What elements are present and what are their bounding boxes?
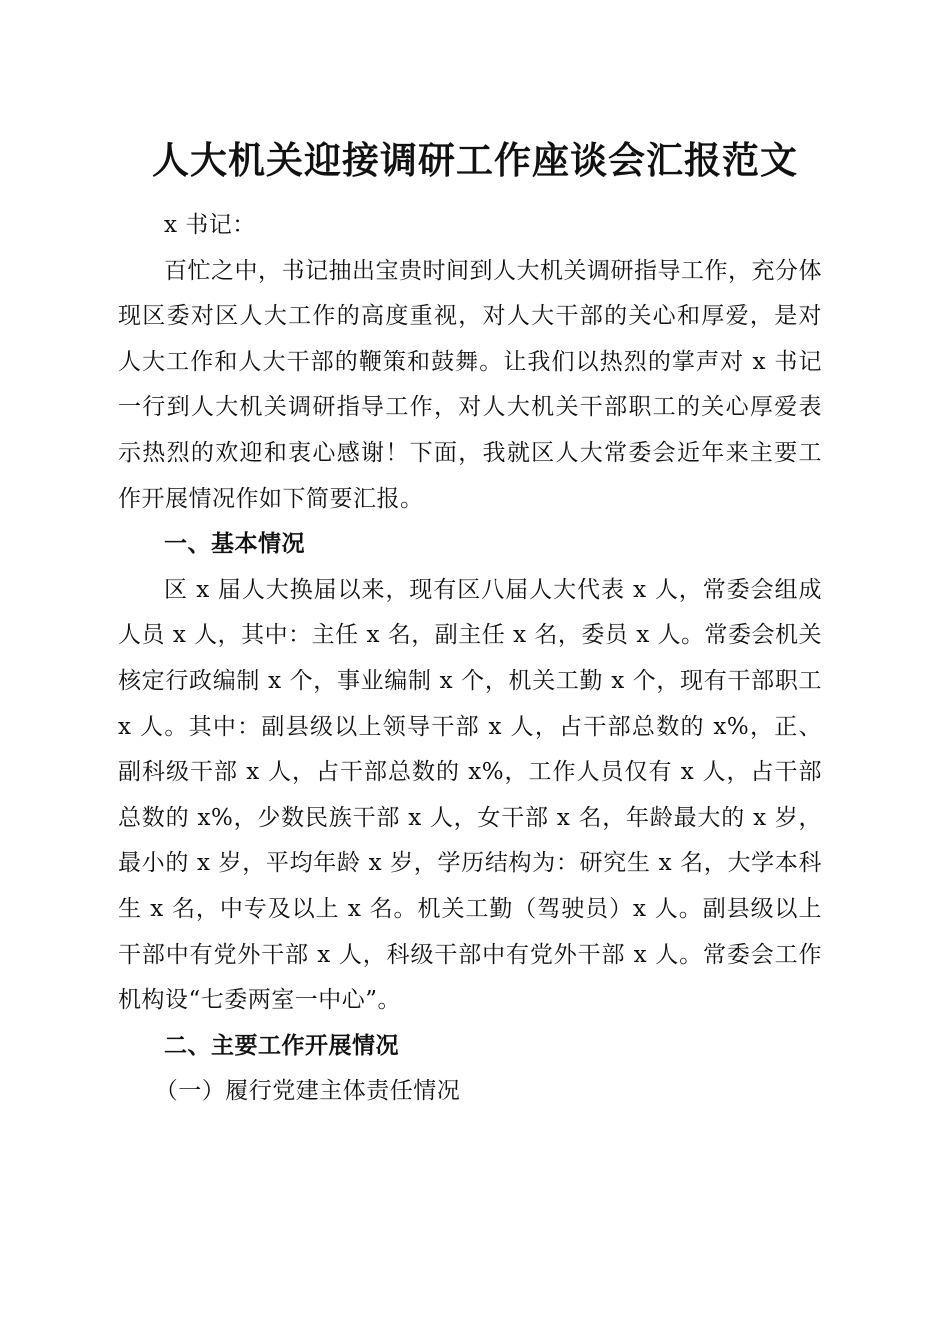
section-heading-main-work: 二、主要工作开展情况: [164, 1032, 399, 1059]
section-heading-basic: 一、基本情况: [164, 531, 305, 558]
document-title: 人大机关迎接调研工作座谈会汇报范文: [152, 138, 798, 182]
paragraph-basic-situation: 区 x 届人大换届以来，现有区八届人大代表 x 人，常委会组成人员 x 人，其中：主任 x 名，副主任 x 名，委员 x 人。常委会机关核定行政编制 x 个，事业编制 x 个，机关工勤 x 个，现有干部职工 x 人。其中：副县级以上领导干部 x 人，占干部总数的 x%，正、副科级干部 x 人，占干部总数的 x%，工作人员仅有 x 人，占干部总数的 x%，少数民族干部 x 人，女干部 x 名，年龄最大的 x 岁，最小的 x 岁，平均年龄 x 岁，学历结构为：研究生 x 名，大学本科生 x 名，中专及以上 x 名。机关工勤（驾驶员）x 人。副县级以上干部中有党外干部 x 人，科级干部中有党外干部 x 人。常委会工作机构设“七委两室一中心”。: [118, 576, 822, 1014]
salutation: x 书记：: [164, 212, 256, 238]
subsection-heading-party-building: （一）履行党建主体责任情况: [154, 1078, 461, 1105]
paragraph-intro: 百忙之中，书记抽出宝贵时间到人大机关调研指导工作，充分体现区委对区人大工作的高度重视，对人大干部的关心和厚爱，是对人大工作和人大干部的鞭策和鼓舞。让我们以热烈的掌声对 x 书记一行到人大机关调研指导工作，对人大机关干部职工的关心厚爱表示热烈的欢迎和衷心感谢！下面，我就区人大常委会近年来主要工作开展情况作如下简要汇报。: [118, 257, 822, 512]
document-body: [118, 203, 822, 1115]
